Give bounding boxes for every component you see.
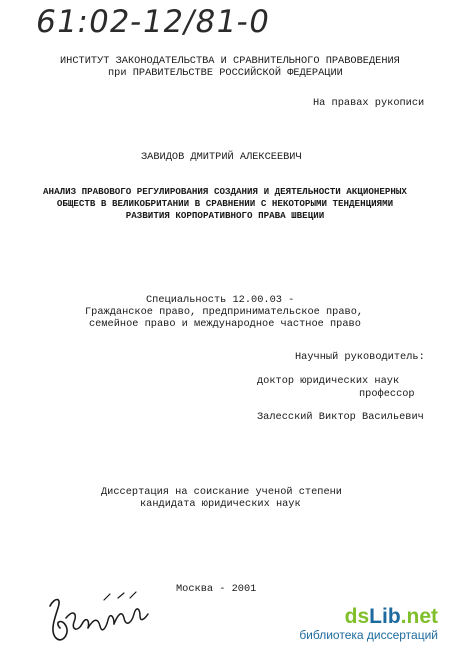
specialty-line-1: Специальность 12.00.03 - [146,294,295,306]
specialty-line-3: семейное право и международное частное право [89,318,361,330]
dslib-watermark [299,606,438,642]
logo-lib-text: Lib [369,605,401,628]
handwritten-signature [44,588,154,648]
supervisor-label: Научный руководитель: [295,351,425,363]
specialty-line-2: Гражданское право, предпринимательское право, [85,306,364,318]
title-line-2: ОБЩЕСТВ В ВЕЛИКОБРИТАНИИ В СРАВНЕНИИ С НЕКОТОРЫМИ ТЕНДЕНЦИЯМИ [56,198,394,209]
dslib-logo [299,606,438,628]
institute-line-1: ИНСТИТУТ ЗАКОНОДАТЕЛЬСТВА И СРАВНИТЕЛЬНОГО ПРАВОВЕДЕНИЯ [60,55,400,67]
logo-net-text: .net [400,605,438,628]
watermark-subtitle: библиотека диссертаций [299,628,438,642]
logo-ds-text: ds [344,605,370,628]
title-line-3: РАЗВИТИЯ КОРПОРАТИВНОГО ПРАВА ШВЕЦИИ [125,210,325,221]
institute-line-2: при ПРАВИТЕЛЬСТВЕ РОССИЙСКОЙ ФЕДЕРАЦИИ [108,67,343,79]
supervisor-rank: профессор [359,388,415,400]
manuscript-note: На правах рукописи [313,97,425,109]
archive-stamp-number: 61:02-12/81-0 [32,4,273,40]
dissertation-line-2: кандидата юридических наук [140,498,301,510]
author-name: ЗАВИДОВ ДМИТРИЙ АЛЕКСЕЕВИЧ [141,151,302,163]
supervisor-degree: доктор юридических наук [257,375,400,387]
supervisor-name: Залесский Виктор Васильевич [257,411,424,423]
city-year: Москва - 2001 [176,583,257,595]
title-line-1: АНАЛИЗ ПРАВОВОГО РЕГУЛИРОВАНИЯ СОЗДАНИЯ И ДЕЯТЕЛЬНОСТИ АКЦИОНЕРНЫХ [43,186,407,197]
dissertation-line-1: Диссертация на соискание ученой степени [101,486,342,498]
